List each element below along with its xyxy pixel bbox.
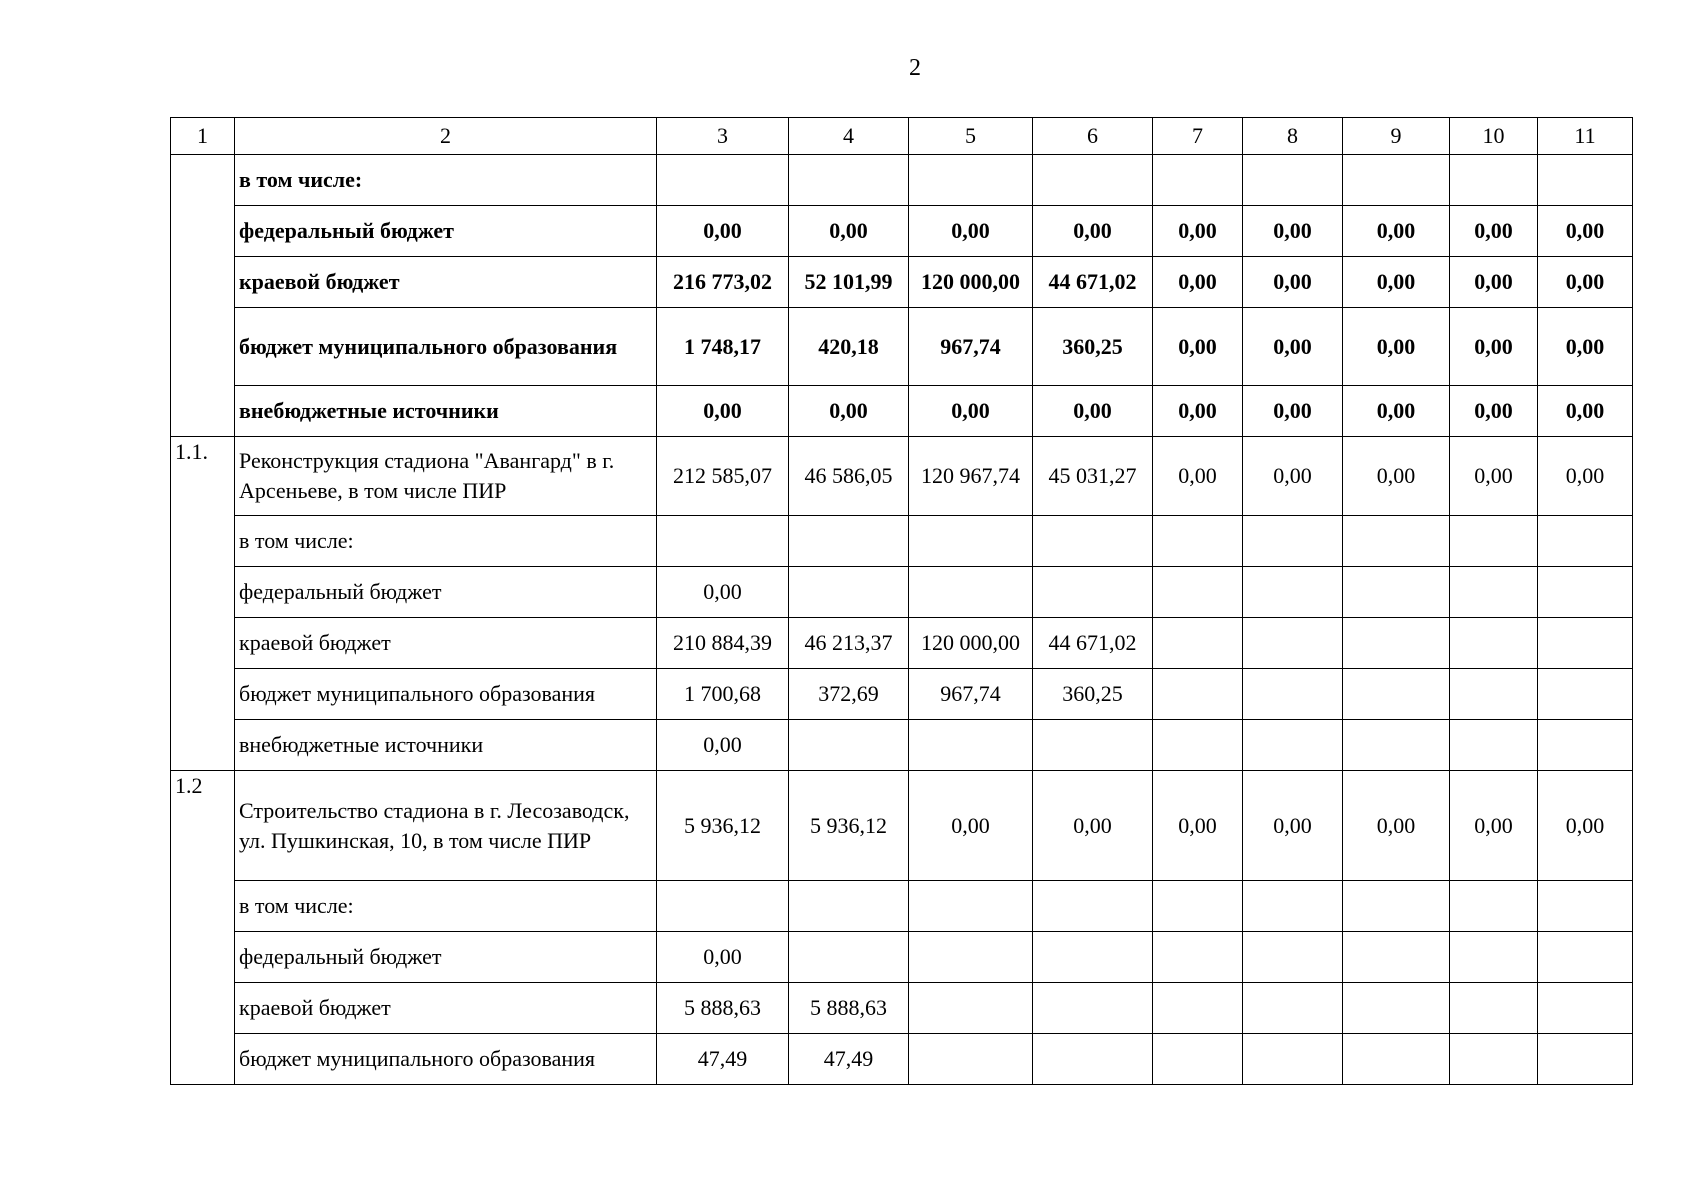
value-cell (1033, 720, 1153, 771)
value-cell (909, 1034, 1033, 1085)
value-cell (1153, 881, 1243, 932)
value-cell: 44 671,02 (1033, 257, 1153, 308)
value-cell (1343, 1034, 1450, 1085)
value-cell (1343, 881, 1450, 932)
value-cell: 0,00 (1343, 206, 1450, 257)
value-cell: 0,00 (1538, 308, 1633, 386)
value-cell: 210 884,39 (657, 618, 789, 669)
value-cell: 52 101,99 (789, 257, 909, 308)
value-cell: 120 000,00 (909, 257, 1033, 308)
value-cell (789, 932, 909, 983)
row-label-cell: в том числе: (235, 155, 657, 206)
value-cell (1450, 155, 1538, 206)
value-cell (1153, 516, 1243, 567)
value-cell: 0,00 (1033, 206, 1153, 257)
table-row (171, 206, 1633, 257)
column-number: 1 (171, 118, 235, 155)
value-cell (789, 155, 909, 206)
table-row (171, 516, 1633, 567)
value-cell: 0,00 (1450, 257, 1538, 308)
value-cell (909, 932, 1033, 983)
value-cell: 5 888,63 (789, 983, 909, 1034)
value-cell (1153, 983, 1243, 1034)
value-cell (1243, 669, 1343, 720)
column-number-row (171, 118, 1633, 155)
value-cell: 0,00 (909, 771, 1033, 881)
value-cell: 0,00 (1243, 308, 1343, 386)
value-cell: 47,49 (789, 1034, 909, 1085)
value-cell: 0,00 (657, 932, 789, 983)
value-cell: 1 700,68 (657, 669, 789, 720)
table-row (171, 386, 1633, 437)
column-number: 2 (235, 118, 657, 155)
value-cell (1243, 567, 1343, 618)
table-row (171, 771, 1633, 881)
column-number: 11 (1538, 118, 1633, 155)
value-cell (1243, 983, 1343, 1034)
value-cell: 0,00 (1243, 206, 1343, 257)
value-cell: 0,00 (657, 720, 789, 771)
value-cell: 360,25 (1033, 308, 1153, 386)
value-cell (1243, 932, 1343, 983)
row-label-cell: Реконструкция стадиона "Авангард" в г. Арсеньеве, в том числе ПИР (235, 437, 657, 516)
value-cell (1343, 983, 1450, 1034)
row-label-cell: Строительство стадиона в г. Лесозаводск, ул. Пушкинская, 10, в том числе ПИР (235, 771, 657, 881)
table-row (171, 720, 1633, 771)
row-number-cell: 1.2 (171, 771, 235, 1085)
value-cell: 0,00 (1450, 206, 1538, 257)
value-cell: 45 031,27 (1033, 437, 1153, 516)
value-cell (1450, 881, 1538, 932)
value-cell: 0,00 (1343, 386, 1450, 437)
value-cell: 0,00 (1153, 257, 1243, 308)
value-cell: 0,00 (1538, 206, 1633, 257)
value-cell (1538, 669, 1633, 720)
value-cell: 967,74 (909, 669, 1033, 720)
value-cell (1538, 983, 1633, 1034)
value-cell (1033, 881, 1153, 932)
value-cell (789, 881, 909, 932)
value-cell: 0,00 (789, 386, 909, 437)
value-cell: 46 586,05 (789, 437, 909, 516)
value-cell: 44 671,02 (1033, 618, 1153, 669)
value-cell: 212 585,07 (657, 437, 789, 516)
value-cell (1450, 1034, 1538, 1085)
value-cell: 5 936,12 (657, 771, 789, 881)
value-cell: 0,00 (1153, 771, 1243, 881)
value-cell (1153, 932, 1243, 983)
value-cell: 120 000,00 (909, 618, 1033, 669)
value-cell: 360,25 (1033, 669, 1153, 720)
value-cell (909, 720, 1033, 771)
value-cell: 0,00 (1450, 386, 1538, 437)
value-cell (1450, 932, 1538, 983)
table-row (171, 881, 1633, 932)
value-cell (1450, 983, 1538, 1034)
budget-table (170, 117, 1633, 1085)
table-row (171, 155, 1633, 206)
column-number: 8 (1243, 118, 1343, 155)
value-cell: 0,00 (1033, 386, 1153, 437)
value-cell (1033, 567, 1153, 618)
row-label-cell: бюджет муниципального образования (235, 1034, 657, 1085)
value-cell (1538, 881, 1633, 932)
value-cell (1343, 932, 1450, 983)
value-cell: 967,74 (909, 308, 1033, 386)
value-cell (1033, 516, 1153, 567)
value-cell (1243, 881, 1343, 932)
value-cell: 0,00 (1538, 437, 1633, 516)
project-group (171, 771, 1633, 1085)
value-cell (1243, 618, 1343, 669)
column-number: 4 (789, 118, 909, 155)
value-cell: 0,00 (657, 386, 789, 437)
row-label-cell: федеральный бюджет (235, 206, 657, 257)
value-cell: 46 213,37 (789, 618, 909, 669)
value-cell (1450, 618, 1538, 669)
table-row (171, 983, 1633, 1034)
value-cell (1538, 155, 1633, 206)
value-cell: 0,00 (1153, 206, 1243, 257)
value-cell: 0,00 (1450, 771, 1538, 881)
table-row (171, 437, 1633, 516)
value-cell: 0,00 (657, 206, 789, 257)
value-cell: 0,00 (1538, 771, 1633, 881)
value-cell (1343, 669, 1450, 720)
value-cell (1243, 1034, 1343, 1085)
value-cell: 0,00 (1153, 386, 1243, 437)
value-cell (1153, 567, 1243, 618)
value-cell (909, 983, 1033, 1034)
value-cell (1538, 932, 1633, 983)
row-label-cell: бюджет муниципального образования (235, 669, 657, 720)
value-cell: 420,18 (789, 308, 909, 386)
value-cell (1033, 932, 1153, 983)
value-cell: 0,00 (1033, 771, 1153, 881)
value-cell (1153, 618, 1243, 669)
row-label-cell: в том числе: (235, 516, 657, 567)
table-row (171, 257, 1633, 308)
value-cell: 216 773,02 (657, 257, 789, 308)
row-label-cell: бюджет муниципального образования (235, 308, 657, 386)
value-cell (789, 516, 909, 567)
value-cell: 0,00 (1243, 386, 1343, 437)
value-cell: 0,00 (789, 206, 909, 257)
row-label-cell: краевой бюджет (235, 983, 657, 1034)
value-cell (1153, 1034, 1243, 1085)
value-cell (1033, 983, 1153, 1034)
value-cell: 0,00 (1343, 308, 1450, 386)
value-cell (1153, 720, 1243, 771)
value-cell: 0,00 (1343, 771, 1450, 881)
value-cell (657, 516, 789, 567)
value-cell (909, 155, 1033, 206)
row-label-cell: краевой бюджет (235, 257, 657, 308)
value-cell (1153, 669, 1243, 720)
value-cell: 0,00 (657, 567, 789, 618)
value-cell (1343, 720, 1450, 771)
row-label-cell: внебюджетные источники (235, 720, 657, 771)
column-number: 10 (1450, 118, 1538, 155)
row-label-cell: краевой бюджет (235, 618, 657, 669)
value-cell (1538, 567, 1633, 618)
table-row (171, 932, 1633, 983)
page-number: 2 (909, 55, 921, 81)
table-row (171, 308, 1633, 386)
value-cell: 0,00 (1450, 437, 1538, 516)
row-number-cell (171, 155, 235, 437)
column-number: 5 (909, 118, 1033, 155)
value-cell (1153, 155, 1243, 206)
value-cell (1343, 618, 1450, 669)
value-cell (1033, 155, 1153, 206)
row-label-cell: в том числе: (235, 881, 657, 932)
value-cell (657, 155, 789, 206)
value-cell (789, 567, 909, 618)
value-cell: 5 888,63 (657, 983, 789, 1034)
value-cell: 0,00 (1538, 386, 1633, 437)
row-number-cell: 1.1. (171, 437, 235, 771)
value-cell: 0,00 (909, 386, 1033, 437)
value-cell (1243, 516, 1343, 567)
value-cell (1538, 720, 1633, 771)
value-cell (1343, 567, 1450, 618)
column-number: 3 (657, 118, 789, 155)
value-cell (1538, 618, 1633, 669)
value-cell: 0,00 (1243, 771, 1343, 881)
value-cell (1033, 1034, 1153, 1085)
value-cell (1538, 1034, 1633, 1085)
column-number: 6 (1033, 118, 1153, 155)
value-cell: 0,00 (1450, 308, 1538, 386)
value-cell: 0,00 (909, 206, 1033, 257)
value-cell: 1 748,17 (657, 308, 789, 386)
project-group (171, 437, 1633, 771)
value-cell (1450, 669, 1538, 720)
value-cell: 0,00 (1343, 257, 1450, 308)
value-cell (1243, 720, 1343, 771)
table-row (171, 1034, 1633, 1085)
value-cell (909, 516, 1033, 567)
column-number: 7 (1153, 118, 1243, 155)
value-cell (1538, 516, 1633, 567)
summary-group (171, 155, 1633, 437)
value-cell: 372,69 (789, 669, 909, 720)
value-cell (1450, 720, 1538, 771)
row-label-cell: федеральный бюджет (235, 567, 657, 618)
column-number: 9 (1343, 118, 1450, 155)
value-cell (1450, 567, 1538, 618)
table-row (171, 618, 1633, 669)
value-cell: 120 967,74 (909, 437, 1033, 516)
value-cell (909, 567, 1033, 618)
value-cell: 0,00 (1538, 257, 1633, 308)
value-cell: 0,00 (1153, 308, 1243, 386)
value-cell (789, 720, 909, 771)
value-cell: 47,49 (657, 1034, 789, 1085)
value-cell (1243, 155, 1343, 206)
row-label-cell: федеральный бюджет (235, 932, 657, 983)
value-cell: 0,00 (1243, 437, 1343, 516)
value-cell (1343, 155, 1450, 206)
value-cell: 0,00 (1153, 437, 1243, 516)
value-cell (1343, 516, 1450, 567)
row-label-cell: внебюджетные источники (235, 386, 657, 437)
table-row (171, 669, 1633, 720)
value-cell (1450, 516, 1538, 567)
value-cell (657, 881, 789, 932)
value-cell: 0,00 (1243, 257, 1343, 308)
table-row (171, 567, 1633, 618)
value-cell: 5 936,12 (789, 771, 909, 881)
value-cell: 0,00 (1343, 437, 1450, 516)
value-cell (909, 881, 1033, 932)
